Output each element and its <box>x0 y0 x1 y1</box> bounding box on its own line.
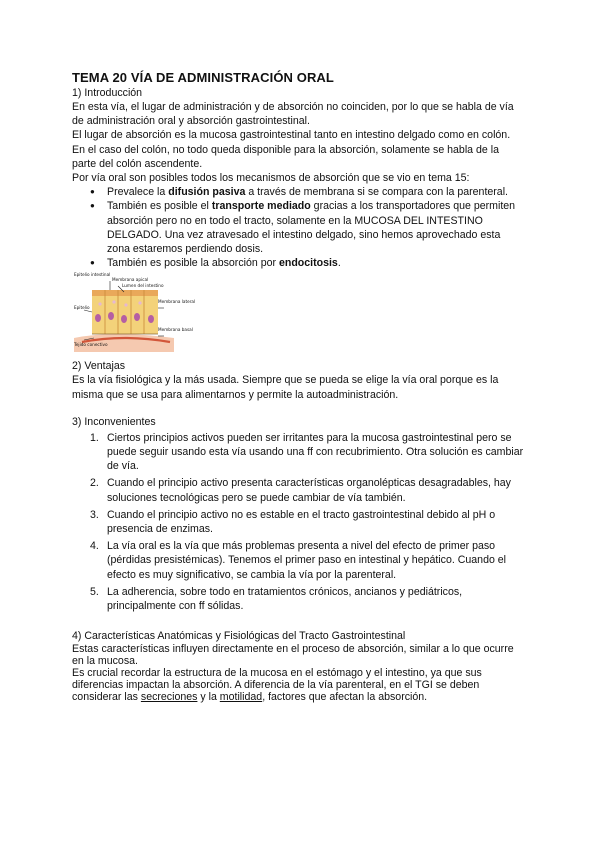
figure-label-apical: Membrana apical <box>112 277 149 283</box>
list-item: 1. Ciertos principios activos pueden ser irritantes para la mucosa gastrointestinal pero se puede seguir usando esta vía usando una ff con recubrimiento. Otra solución es cambiar de vía. <box>90 431 524 473</box>
ventajas-paragraph: Es la vía fisiológica y la más usada. Siempre que se pueda se elige la vía oral porque es la misma que se usa para alimentarnos y permite la autoadministración. <box>72 374 499 401</box>
caracteristicas-paragraph-1: Estas características influyen directamente en el proceso de absorción, similar a lo que ocurre en la mucosa. <box>72 643 514 668</box>
inconvenientes-list <box>72 431 524 613</box>
section-heading-intro: 1) Introducción <box>72 87 143 99</box>
figure-label-epithelial: Epitelio <box>74 305 90 311</box>
figure-label-lumen: Lumen del intestino <box>122 283 164 289</box>
caracteristicas-paragraph-2: Es crucial recordar la estructura de la mucosa en el estómago y el intestino, ya que sus diferencias impactan la absorción. A diferencia de la vía parenteral, en el TGI se deben considerar las secreciones y la motilidad, factores que afectan la absorción. <box>72 667 482 704</box>
list-item: ● También es posible el transporte mediado gracias a los transportadores que permiten absorción pero no en todo el tracto, solamente en la MUCOSA DEL INTESTINO DELGADO. Una vez atravesado el intestino delgado, sino hemos aprovechado esta zona estaremos perdiendo dosis. <box>72 199 524 256</box>
list-item: 4. La vía oral es la vía que más problemas presenta a nivel del efecto de primer paso (pérdidas presistémicas). Tenemos el primer paso en intestinal y hepático. Cuando el efecto es muy significativo, se cambia la vía por la parenteral. <box>90 540 507 581</box>
document-page <box>72 70 524 703</box>
figure-label-connective: Tejido conectivo <box>74 342 108 348</box>
intro-paragraph-3: Por vía oral son posibles todos los mecanismos de absorción que se vio en tema 15: <box>72 172 470 185</box>
underlined-secreciones: secreciones <box>140 691 198 704</box>
section-heading-ventajas: 2) Ventajas <box>72 360 126 373</box>
list-item: ● También es posible la absorción por endocitosis. <box>72 256 524 270</box>
section-heading-caracteristicas: 4) Características Anatómicas y Fisiológicas del Tracto Gastrointestinal <box>72 630 406 643</box>
list-item: 3. Cuando el principio activo no es estable en el tracto gastrointestinal debido al pH o presencia de enzimas. <box>90 508 496 536</box>
figure-label-epithelium: Epitelio intestinal <box>74 272 111 278</box>
section-heading-inconvenientes: 3) Inconvenientes <box>72 415 156 428</box>
intro-paragraph-1: En esta vía, el lugar de administración y de absorción no coinciden, por lo que se habla de vía de administración oral y absorción gastrointestinal. <box>72 101 514 128</box>
intestinal-epithelium-figure <box>74 272 196 352</box>
underlined-motilidad: motilidad <box>219 691 263 704</box>
figure-label-lateral: Membrana lateral <box>158 299 196 305</box>
figure-label-basal: Membrana basal <box>158 327 193 333</box>
list-item: ● Prevalece la difusión pasiva a través de membrana si se compara con la parenteral. <box>72 185 524 199</box>
list-item: 5. La adherencia, sobre todo en tratamientos crónicos, ancianos y pediátricos, principalmente con ff sólidas. <box>90 585 463 613</box>
page-title: TEMA 20 VÍA DE ADMINISTRACIÓN ORAL <box>72 70 334 85</box>
intro-paragraph-2: El lugar de absorción es la mucosa gastrointestinal tanto en intestino delgado como en colón. En el caso del colón, no todo queda disponible para la absorción, solamente se habla de la parte del colón ascendente. <box>72 129 511 170</box>
absorption-mechanisms-list <box>72 185 524 270</box>
list-item: 2. Cuando el principio activo presenta características organolépticas desagradables, hay soluciones tecnológicas pero se puede cambiar de vía también. <box>90 477 511 504</box>
